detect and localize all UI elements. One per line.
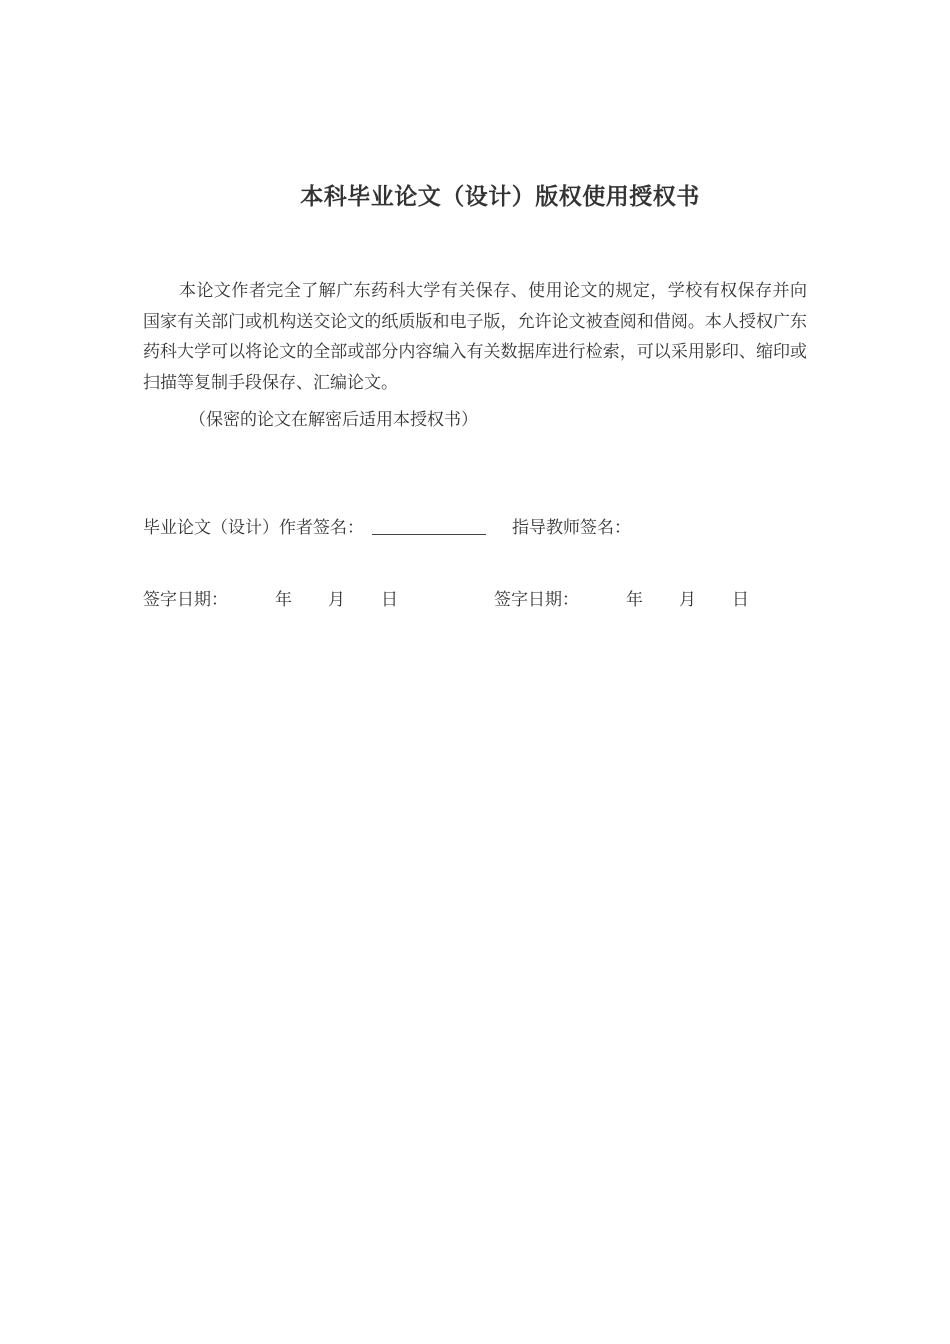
author-signature-line[interactable] xyxy=(372,534,486,535)
author-date-label: 签字日期： xyxy=(143,590,228,610)
advisor-date-day: 日 xyxy=(732,590,749,610)
author-signature-label: 毕业论文（设计）作者签名： xyxy=(143,518,364,538)
author-date-month: 月 xyxy=(328,590,345,610)
page-title: 本科毕业论文（设计）版权使用授权书 xyxy=(300,184,700,210)
advisor-date-label: 签字日期： xyxy=(494,590,579,610)
advisor-signature-label: 指导教师签名： xyxy=(512,518,631,538)
advisor-date-year: 年 xyxy=(626,590,643,610)
authorization-paragraph: 本论文作者完全了解广东药科大学有关保存、使用论文的规定，学校有权保存并向国家有关部门或机构送交论文的纸质版和电子版，允许论文被查阅和借阅。本人授权广东药科大学可以将论文的全部或部分内容编入有关数据库进行检索，可以采用影印、缩印或扫描等复制手段保存、汇编论文。 xyxy=(143,281,807,393)
author-date-year: 年 xyxy=(275,590,292,610)
confidentiality-note: （保密的论文在解密后适用本授权书） xyxy=(189,410,478,430)
author-date-day: 日 xyxy=(381,590,398,610)
advisor-date-month: 月 xyxy=(679,590,696,610)
